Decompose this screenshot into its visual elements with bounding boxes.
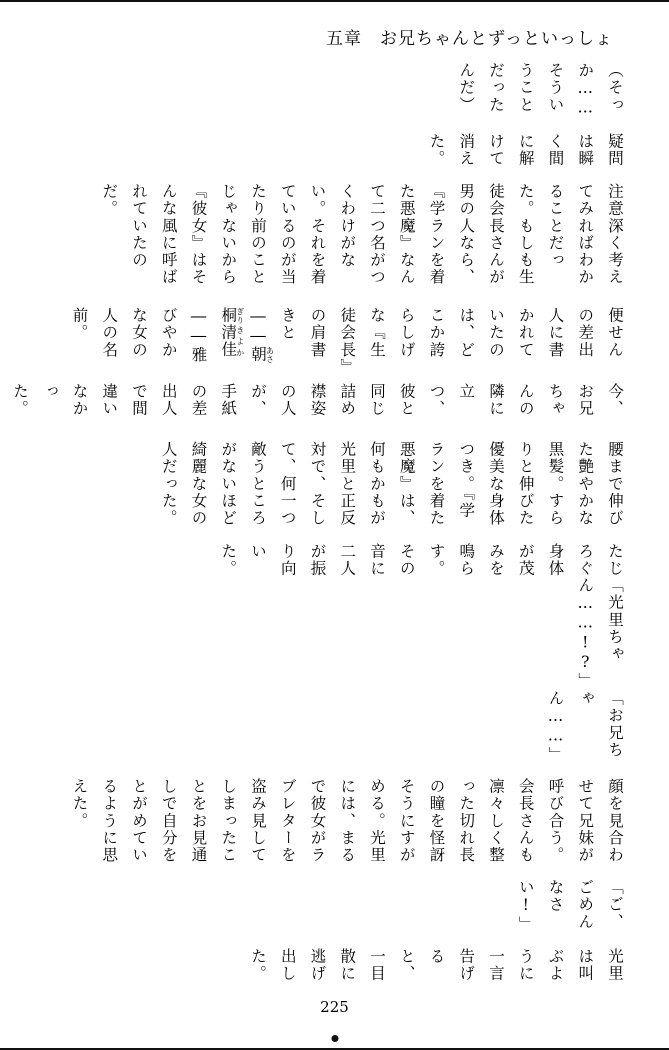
paragraph: 「光里ちゃん……!?」 [576, 577, 624, 690]
paragraph: 疑問は瞬く間に解けて消えた。 [427, 133, 624, 168]
page-top-rule [0, 0, 669, 2]
bottom-dot-mark [331, 1035, 338, 1042]
paragraph: たじろぐ身体が茂みを鳴らす。その音に二人が振り向いた。 [219, 542, 624, 578]
paragraph: 光里は叫ぶように一言告げると、一目散に逃げ出した。 [249, 947, 624, 982]
paragraph: 今、お兄ちゃんの隣に立つ、彼と同じ詰め襟姿の人が、手紙の差出人で間違いなかった。 [11, 383, 624, 418]
chapter-title: お兄ちゃんとずっといっしょ [380, 29, 613, 49]
paragraph: 注意深く考えてみればわかることだった。もしも生徒会長さんが男の人なら、『学ランを着た悪魔』なんて二つ名がつくわけがない。それを着ているのが当たり前のことじゃないから『彼女』はそんな風に呼ばれていたのだ。 [100, 182, 624, 286]
body-text [11, 62, 629, 982]
paragraph: 「お兄ちゃん……」 [546, 689, 624, 764]
paragraph: 腰まで伸びた艶やかな黒髪。すらりと伸びた優美な身体つき。『学ランを着た悪魔』は、何もかもが光里と正反対で、そして、何一つ敵うところがないほど綺麗な女の人だった。 [159, 441, 624, 527]
chapter-number: 五章 [326, 29, 363, 49]
page-number: 225 [320, 998, 349, 1016]
paragraph: 「ご、ごめんなさい!」 [516, 879, 624, 933]
paragraph: 便せんの差出人に書かれていたのは、どこか誇らしげな『生徒会長』の肩書きと――朝あさ桐ぎり清佳きよか――雅びやかな女の人の名前。 [70, 306, 624, 368]
paragraph: （そっか……そういうことだったんだ） [457, 62, 624, 119]
paragraph: 顔を見合わせて兄妹が呼び合う。会長さんも凛々しく整った切れ長の瞳を怪訝そうにすがめる。光里には、まるで彼女がラブレターを盗み見してしまったことをお見通しで自分をとがめているように思えた。 [70, 778, 624, 864]
running-head [326, 24, 613, 49]
